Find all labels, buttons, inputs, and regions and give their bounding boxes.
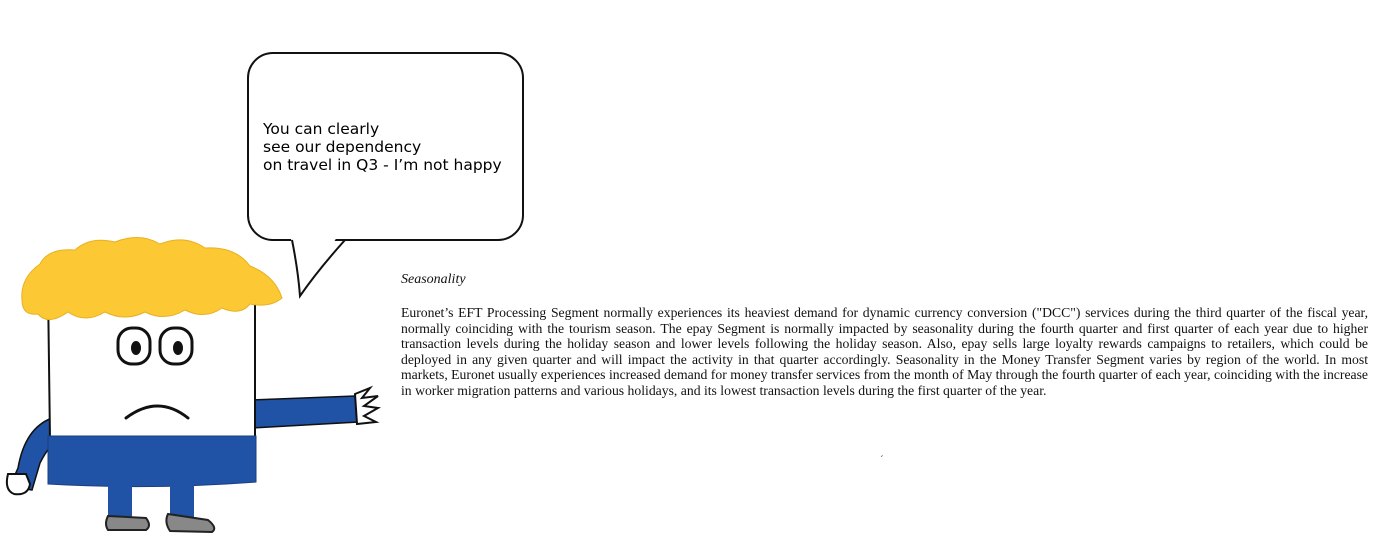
speech-line: on travel in Q3 - I’m not happy xyxy=(263,156,502,174)
mascot-right-hand xyxy=(355,388,378,424)
speech-bubble-text xyxy=(263,120,523,174)
speech-line: see our dependency xyxy=(263,138,422,156)
mascot-left-hand xyxy=(7,474,30,494)
speech-line: You can clearly xyxy=(263,120,380,138)
stray-mark: ´ xyxy=(880,454,884,466)
mascot-shirt xyxy=(48,436,256,487)
mascot-character xyxy=(0,228,390,538)
section-title: Seasonality xyxy=(401,272,466,287)
mascot-left-shoe xyxy=(106,516,149,530)
mascot-hair xyxy=(22,237,282,319)
mascot-right-leg xyxy=(170,480,194,518)
mascot-right-arm xyxy=(250,396,358,428)
section-paragraph: Euronet’s EFT Processing Segment normally experiences its heaviest demand for dynamic currency conversion ("DCC") services during the third quarter of the fiscal year, normally coinciding with the tourism season. The epay Segment is normally impacted by seasonality during the fourth quarter and first quarter of each year due to higher transaction levels during the holiday season and lower levels following the holiday season. Also, epay sells large loyalty rewards campaigns to retailers, which could be deployed in any given quarter and will impact the activity in that quarter accordingly. Seasonality in the Money Transfer Segment varies by region of the world. In most markets, Euronet usually experiences increased demand for money transfer services from the month of May through the fourth quarter of each year, coinciding with the increase in worker migration patterns and various holidays, and its lowest transaction levels during the first quarter of the year. xyxy=(401,305,1368,398)
mascot-right-shoe xyxy=(166,514,214,532)
mascot-left-leg xyxy=(108,480,132,518)
